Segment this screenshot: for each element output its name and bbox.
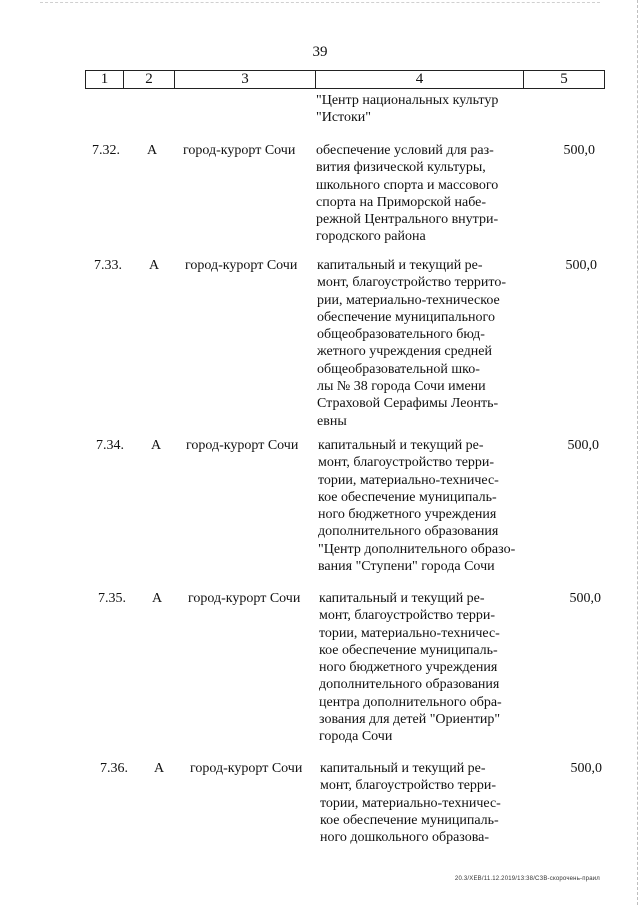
column-header-1: 1 [86,71,124,89]
row-category: А [148,258,160,273]
row-category: А [150,438,162,453]
row-territory: город-курорт Сочи [185,258,298,273]
row-amount: 500,0 [563,143,595,158]
row-description: капитальный и текущий ре- монт, благоустройство терри- тории, материально-техничес- кое обеспечение муниципаль- ного дошкольного образова- [320,761,501,846]
row-territory: город-курорт Сочи [190,761,303,776]
row-number: 7.33. [94,258,122,273]
column-header-2: 2 [124,71,175,89]
row-number: 7.35. [98,591,126,606]
row-description: обеспечение условий для раз- вития физической культуры, школьного спорта и массового спорта на Приморской набе- режной Центрального внутри- городского района [316,143,499,245]
page-number: 39 [312,44,328,60]
column-header-5: 5 [524,71,605,89]
column-header-3: 3 [175,71,316,89]
continuation-text: "Центр национальных культур "Истоки" [316,93,499,125]
row-amount: 500,0 [567,438,599,453]
row-category: А [153,761,165,776]
row-amount: 500,0 [570,761,602,776]
row-territory: город-курорт Сочи [186,438,299,453]
row-description: капитальный и текущий ре- монт, благоустройство терри- тории, материально-техничес- кое обеспечение муниципаль- ного бюджетного учреждения дополнительного образования "Центр дополнительного образо- вания "Ступени" города Сочи [318,438,516,575]
column-header-4: 4 [316,71,524,89]
row-number: 7.32. [92,143,120,158]
row-amount: 500,0 [565,258,597,273]
scan-artifact-edge [636,0,638,905]
column-header-table [85,70,605,89]
row-number: 7.36. [100,761,128,776]
row-territory: город-курорт Сочи [183,143,296,158]
row-description: капитальный и текущий ре- монт, благоустройство террито- рии, материально-техническое обеспечение муниципального общеобразовательного бюд- жетного учреждения средней общеобразовательной шко- лы № 38 города Сочи имени Страховой Серафимы Леонть- евны [317,258,507,429]
row-category: А [146,143,158,158]
row-category: А [151,591,163,606]
scan-artifact-top [40,2,600,4]
row-territory: город-курорт Сочи [188,591,301,606]
row-amount: 500,0 [569,591,601,606]
row-number: 7.34. [96,438,124,453]
row-description: капитальный и текущий ре- монт, благоустройство терри- тории, материально-техничес- кое обеспечение муниципаль- ного бюджетного учреждения дополнительного образования центра дополнительного обра- зования для детей "Ориентир" города Сочи [319,591,502,745]
document-stamp: 20.3/ХЕВ/11.12.2019/13:38/СЗВ-скорочень-праил [454,876,600,882]
